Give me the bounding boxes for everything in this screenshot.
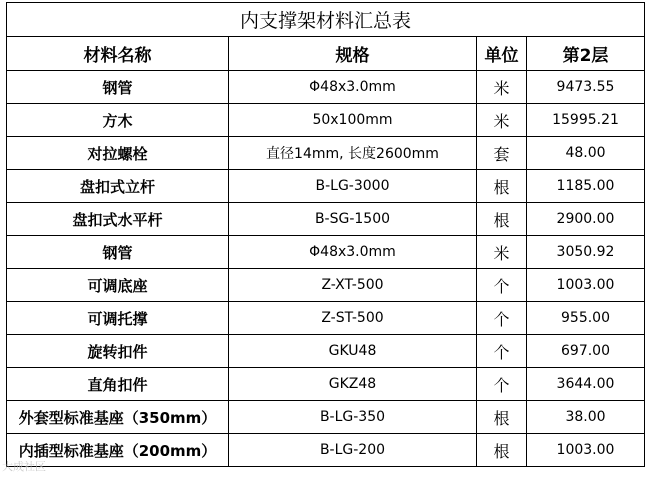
unit-cell: 根 <box>477 203 527 236</box>
material-name-cell: 可调底座 <box>7 269 229 302</box>
spec-cell: Φ48x3.0mm <box>229 236 477 269</box>
quantity-cell: 955.00 <box>527 302 645 335</box>
material-name-cell: 盘扣式水平杆 <box>7 203 229 236</box>
quantity-cell: 1003.00 <box>527 434 645 467</box>
table-row <box>7 401 645 434</box>
spec-cell: GKZ48 <box>229 368 477 401</box>
spec-cell: 50x100mm <box>229 104 477 137</box>
material-summary-sheet <box>6 2 644 467</box>
table-row <box>7 269 645 302</box>
table-row <box>7 368 645 401</box>
spec-cell: B-LG-350 <box>229 401 477 434</box>
unit-cell: 根 <box>477 401 527 434</box>
material-name-cell: 对拉螺栓 <box>7 137 229 170</box>
header-material-name: 材料名称 <box>7 37 229 71</box>
material-name-cell: 可调托撑 <box>7 302 229 335</box>
material-name-cell: 外套型标准基座（350mm） <box>7 401 229 434</box>
unit-cell: 个 <box>477 269 527 302</box>
material-name-cell: 内插型标准基座（200mm） <box>7 434 229 467</box>
unit-cell: 个 <box>477 368 527 401</box>
table-row <box>7 104 645 137</box>
quantity-cell: 38.00 <box>527 401 645 434</box>
spec-cell: GKU48 <box>229 335 477 368</box>
unit-cell: 根 <box>477 170 527 203</box>
header-spec: 规格 <box>229 37 477 71</box>
table-title: 内支撑架材料汇总表 <box>7 3 645 37</box>
material-name-cell: 旋转扣件 <box>7 335 229 368</box>
table-row <box>7 302 645 335</box>
quantity-cell: 48.00 <box>527 137 645 170</box>
quantity-cell: 15995.21 <box>527 104 645 137</box>
table-row <box>7 170 645 203</box>
table-row <box>7 203 645 236</box>
unit-cell: 个 <box>477 335 527 368</box>
spec-cell: B-LG-200 <box>229 434 477 467</box>
unit-cell: 米 <box>477 236 527 269</box>
spec-cell: Z-ST-500 <box>229 302 477 335</box>
spec-cell: B-LG-3000 <box>229 170 477 203</box>
unit-cell: 根 <box>477 434 527 467</box>
material-name-cell: 方木 <box>7 104 229 137</box>
material-name-cell: 盘扣式立杆 <box>7 170 229 203</box>
unit-cell: 米 <box>477 104 527 137</box>
watermark: 大成社区 <box>2 460 46 473</box>
quantity-cell: 3644.00 <box>527 368 645 401</box>
unit-cell: 米 <box>477 71 527 104</box>
table-row <box>7 137 645 170</box>
spec-cell: B-SG-1500 <box>229 203 477 236</box>
quantity-cell: 2900.00 <box>527 203 645 236</box>
table-row <box>7 236 645 269</box>
material-name-cell: 钢管 <box>7 71 229 104</box>
quantity-cell: 697.00 <box>527 335 645 368</box>
table-row <box>7 434 645 467</box>
spec-cell: Z-XT-500 <box>229 269 477 302</box>
material-name-cell: 直角扣件 <box>7 368 229 401</box>
quantity-cell: 9473.55 <box>527 71 645 104</box>
material-summary-table <box>6 2 645 467</box>
quantity-cell: 1003.00 <box>527 269 645 302</box>
table-row <box>7 335 645 368</box>
quantity-cell: 1185.00 <box>527 170 645 203</box>
table-row <box>7 71 645 104</box>
unit-cell: 个 <box>477 302 527 335</box>
spec-cell: 直径14mm, 长度2600mm <box>229 137 477 170</box>
unit-cell: 套 <box>477 137 527 170</box>
header-unit: 单位 <box>477 37 527 71</box>
quantity-cell: 3050.92 <box>527 236 645 269</box>
spec-cell: Φ48x3.0mm <box>229 71 477 104</box>
material-name-cell: 钢管 <box>7 236 229 269</box>
header-row <box>7 37 645 71</box>
header-floor-2: 第2层 <box>527 37 645 71</box>
